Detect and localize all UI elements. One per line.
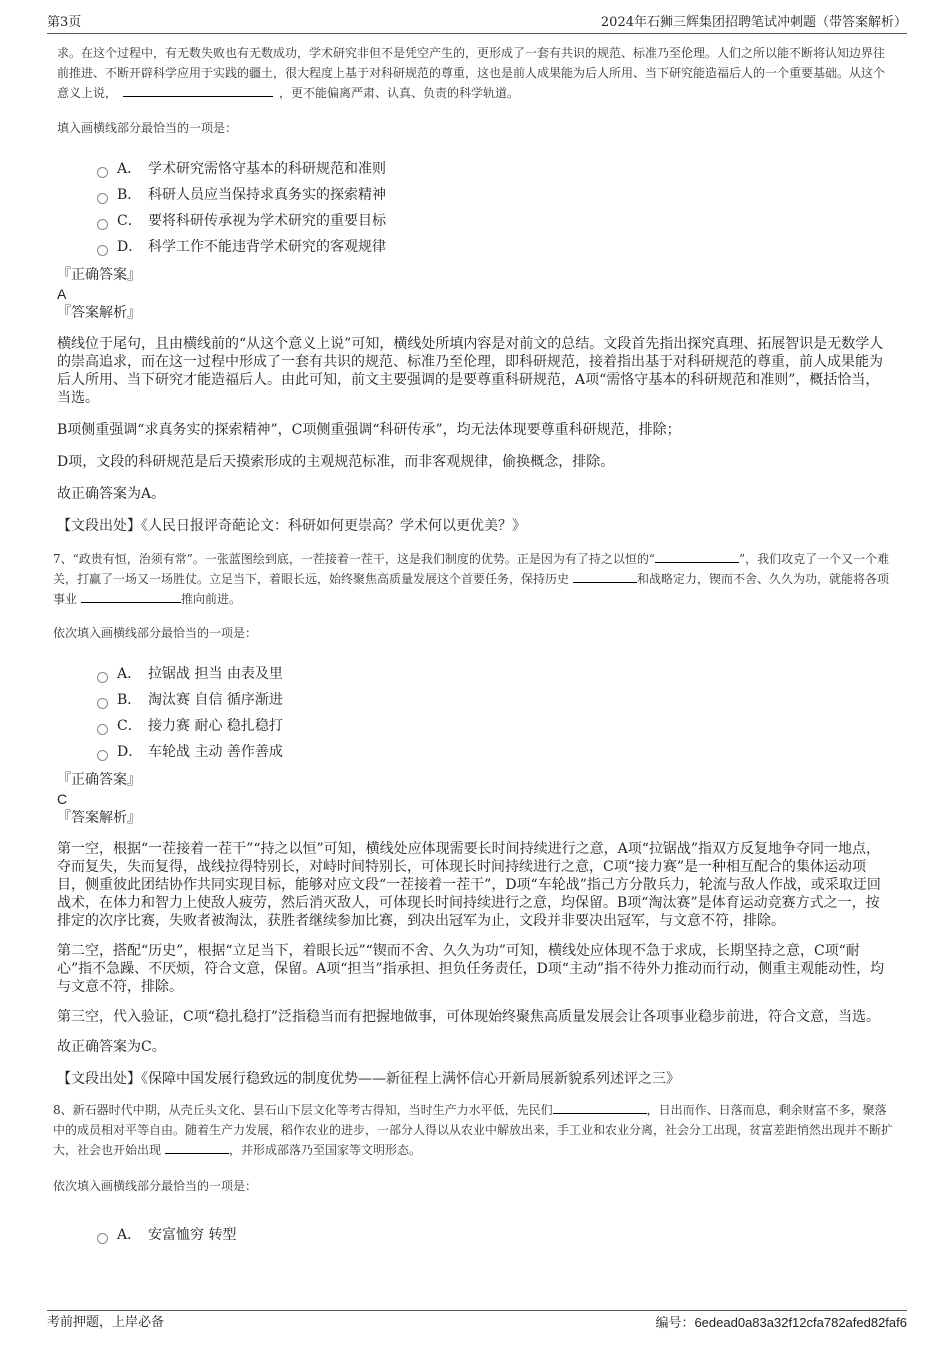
q8-passage: 8、新石器时代中期，从壳丘头文化、昙石山下层文化等考古得知，当时生产力水平低，先民们 ，日出而作、日落而息，剩余财富不多，聚落中的成员相对平等自由。随着生产力发展，稻作农业的进步，一部分人得以从农业中解放出来，手工业和农业分离，社会分工出现，贫富差距悄然出现并不断扩大，社会也开始出现 ，并形成部落乃至国家等文明形态。 — [53, 1103, 894, 1157]
q8-blank-2 — [165, 1141, 229, 1154]
q7-passage: 7、“政贵有恒，治须有常”。一张蓝图绘到底，一茬接着一茬干，这是我们制度的优势。正是因为有了持之以恒的“ ”，我们攻克了一个又一个难关，打赢了一场又一场胜仗。立足当下，着眼长远，始终聚焦高质量发展这个首要任务，保持历史 和战略定力，锲而不舍、久久为功，就能将各项事业 推向前进。 — [53, 552, 890, 606]
radio-icon[interactable] — [97, 245, 108, 256]
q7-blank-2 — [573, 570, 637, 583]
q6-prompt: 填入画横线部分最恰当的一项是： — [57, 121, 238, 135]
q6-options — [97, 156, 893, 260]
q6-source: 【文段出处】《人民日报评奇葩论文：科研如何更崇高？学术何以更优美？》 — [57, 518, 526, 534]
q7-source: 【文段出处】《保障中国发展行稳致远的制度优势——新征程上满怀信心开新局展新貌系列述评之三》 — [57, 1071, 680, 1087]
q7-option-c[interactable]: C． 接力赛 耐心 稳扎稳打 — [97, 713, 893, 739]
document-code: 编号：6edead0a83a32f12cfa782afed82faf6 — [655, 1315, 907, 1331]
q7-option-a[interactable]: A． 拉锯战 担当 由表及里 — [97, 661, 893, 687]
page-content — [53, 40, 894, 1248]
q7-option-d[interactable]: D． 车轮战 主动 善作善成 — [97, 739, 893, 765]
radio-icon[interactable] — [97, 750, 108, 761]
radio-icon[interactable] — [97, 672, 108, 683]
radio-icon[interactable] — [97, 724, 108, 735]
q6-option-d[interactable]: D． 科学工作不能违背学术研究的客观规律 — [97, 234, 893, 260]
q8-option-a[interactable]: A． 安富恤穷 转型 — [97, 1222, 893, 1248]
q8-blank-1 — [553, 1101, 647, 1114]
q7-answer: C — [57, 791, 68, 807]
q8-options — [97, 1222, 893, 1248]
radio-icon[interactable] — [97, 167, 108, 178]
q6-passage-text: 求。在这个过程中，有无数失败也有无数成功，学术研究非但不是凭空产生的，更形成了一套有共识的规范、标准乃至伦理。人们之所以能不断将认知边界往前推进、不断开辟科学应用于实践的疆土，很大程度上基于对科研规范的尊重，这也是前人成果能为后人所用、当下研究能造福后人的一个重要基础。从这个意义上说， — [57, 46, 886, 100]
q6-option-a[interactable]: A． 学术研究需恪守基本的科研规范和准则 — [97, 156, 893, 182]
q6-answer: A — [57, 286, 67, 302]
q7-analysis-paragraph: 第一空，根据“一茬接着一茬干”“持之以恒”可知，横线处应体现需要长时间持续进行之意，A项“拉锯战”指双方反复地争夺同一地点，夺而复失，失而复得，战线拉得特别长，对峙时间特别长，可体现长时间持续进行之意，C项“接力赛”是一种相互配合的集体运动项目，侧重彼此团结协作共同实现目标，能够对应文段“一茬接着一茬干”，D项“车轮战”指己方分散兵力，轮流与敌人作战，或采取迂回战术，在体力和智力上使敌人疲劳，然后消灭敌人，可体现长时间持续进行之意，均保留。B项“淘汰赛”是体育运动竞赛方式之一，按排定的次序比赛，失败者被淘汰，获胜者继续参加比赛，到决出冠军为止，文段并非要决出冠军，与文意不符，排除。 — [57, 841, 881, 929]
q6-analysis-label: 『答案解析』 — [57, 305, 141, 321]
q6-answer-label: 『正确答案』 — [57, 267, 141, 283]
q6-option-c[interactable]: C． 要将科研传承视为学术研究的重要目标 — [97, 208, 893, 234]
q7-prompt: 依次填入画横线部分最恰当的一项是： — [53, 626, 258, 640]
q6-analysis-paragraph: B项侧重强调“求真务实的探索精神”，C项侧重强调“科研传承”，均无法体现要尊重科研规范，排除； — [57, 422, 681, 438]
radio-icon[interactable] — [97, 219, 108, 230]
q6-analysis-paragraph: 横线位于尾句，且由横线前的“从这个意义上说”可知，横线处所填内容是对前文的总结。文段首先指出探究真理、拓展智识是无数学人的崇高追求，而在这一过程中形成了一套有共识的规范、标准乃至伦理，即科研规范，接着指出基于对科研规范的尊重，前人成果能为后人所用、当下研究才能造福后人。由此可知，前文主要强调的是要尊重科研规范，A项“需恪守基本的科研规范和准则”，概括恰当，当选。 — [57, 336, 884, 406]
q7-analysis-paragraph: 第三空，代入验证，C项“稳扎稳打”泛指稳当而有把握地做事，可体现始终聚焦高质量发展会让各项事业稳步前进，符合文意，当选。 — [57, 1009, 881, 1025]
q6-passage-text-end: ，更不能偏离严肃、认真、负责的科学轨道。 — [279, 86, 520, 100]
q6-passage — [57, 43, 893, 103]
page-footer — [47, 1310, 907, 1333]
page-header — [47, 13, 907, 34]
footer-slogan: 考前押题，上岸必备 — [47, 1315, 165, 1330]
radio-icon[interactable] — [97, 193, 108, 204]
q6-option-b[interactable]: B． 科研人员应当保持求真务实的探索精神 — [97, 182, 893, 208]
q7-blank-1 — [655, 550, 739, 563]
page-number: 第3页 — [47, 15, 82, 30]
q7-option-b[interactable]: B． 淘汰赛 自信 循序渐进 — [97, 687, 893, 713]
q7-analysis-paragraph: 第二空，搭配“历史”，根据“立足当下，着眼长远”“锲而不舍、久久为功”可知，横线处应体现不急于求成，长期坚持之意，C项“耐心”指不急躁、不厌烦，符合文意，保留。A项“担当”指承担、担负任务责任，D项“主动”指不待外力推动而行动，侧重主观能动性，均与文意不符，排除。 — [57, 943, 885, 995]
q6-conclusion: 故正确答案为A。 — [57, 486, 166, 502]
q7-blank-3 — [81, 590, 181, 603]
q6-analysis-paragraph: D项，文段的科研规范是后天摸索形成的主观规范标准，而非客观规律，偷换概念，排除。 — [57, 454, 615, 470]
q7-analysis-label: 『答案解析』 — [57, 810, 141, 826]
q7-conclusion: 故正确答案为C。 — [57, 1039, 166, 1055]
q6-blank — [123, 84, 273, 97]
q7-answer-label: 『正确答案』 — [57, 772, 141, 788]
radio-icon[interactable] — [97, 698, 108, 709]
document-title: 2024年石狮三辉集团招聘笔试冲刺题（带答案解析） — [600, 15, 907, 30]
radio-icon[interactable] — [97, 1233, 108, 1244]
q8-prompt: 依次填入画横线部分最恰当的一项是： — [53, 1179, 258, 1193]
q7-options — [97, 661, 893, 765]
